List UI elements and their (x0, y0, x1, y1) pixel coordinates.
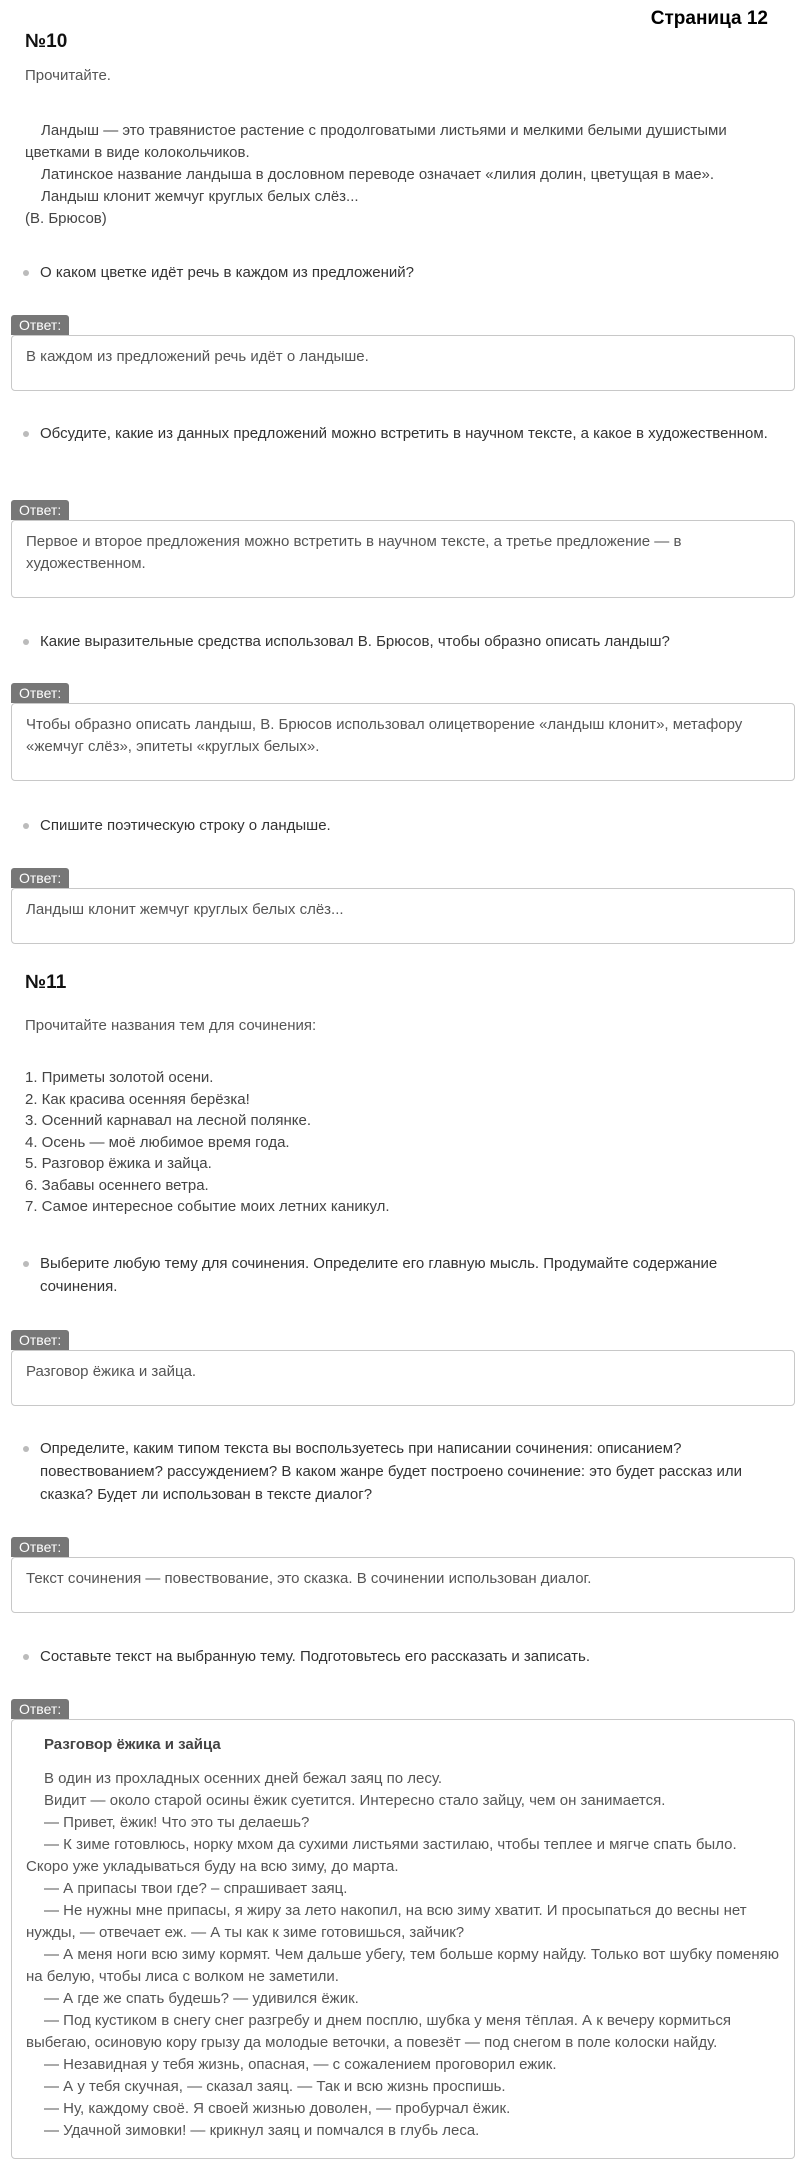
story-paragraph: В один из прохладных осенних дней бежал заяц по лесу. (44, 1770, 443, 1787)
answer-box-2: Первое и второе предложения можно встретить в научном тексте, а третье предложение — в художественном. (11, 520, 795, 598)
topic-item: 4. Осень — моё любимое время года. (25, 1133, 290, 1151)
answer-box-4: Ландыш клонит жемчуг круглых белых слёз... (11, 888, 795, 944)
story-paragraph: — А припасы твои где? – спрашивает заяц. (44, 1880, 348, 1897)
answer-label: Ответ: (11, 315, 69, 335)
story-title: Разговор ёжика и зайца (44, 1736, 221, 1753)
story-paragraph: — Ну, каждому своё. Я своей жизнью доволен, — пробурчал ёжик. (44, 2100, 511, 2117)
story-paragraph: — К зиме готовлюсь, норку мхом да сухими листьями застилаю, чтобы теплее и мягче спать было. Скоро уже укладываться буду на всю зиму, до марта. (26, 1836, 737, 1875)
topic-item: 6. Забавы осеннего ветра. (25, 1176, 209, 1194)
answer-box-3: Чтобы образно описать ландыш, В. Брюсов использовал олицетворение «ландыш клонит», метафору «жемчуг слёз», эпитеты «круглых белых». (11, 703, 795, 781)
page-number: Страница 12 (650, 8, 768, 29)
passage-sentence: Ландыш клонит жемчуг круглых белых слёз... (41, 188, 359, 205)
topic-item: 7. Самое интересное событие моих летних каникул. (25, 1198, 390, 1215)
passage-author: (В. Брюсов) (25, 210, 107, 227)
passage-sentence: Латинское название ландыша в дословном переводе означает «лилия долин, цветущая в мае». (41, 166, 715, 183)
topic-item: 1. Приметы золотой осени. (25, 1069, 214, 1086)
question-1: О каком цветке идёт речь в каждом из предложений? (40, 261, 770, 284)
story-paragraph: — Удачной зимовки! — крикнул заяц и помчался в глубь леса. (44, 2122, 480, 2139)
question-7: Составьте текст на выбранную тему. Подготовьтесь его рассказать и записать. (40, 1645, 770, 1668)
story-paragraph: — Под кустиком в снегу снег разгребу и днем посплю, шубка у меня тёплая. А к вечеру кормиться выбегаю, осиновую кору грызу да молодые веточки, а повезёт — под снегом в поле колоски найду. (26, 2012, 731, 2051)
story-paragraph: — А меня ноги всю зиму кормят. Чем дальше убегу, тем больше корму найду. Только вот шубку поменяю на белую, чтобы лиса с волком не заметили. (26, 1946, 780, 1985)
question-4: Спишите поэтическую строку о ландыше. (40, 814, 770, 837)
answer-box-5: Разговор ёжика и зайца. (11, 1350, 795, 1406)
question-2: Обсудите, какие из данных предложений можно встретить в научном тексте, а какое в художественном. (40, 422, 770, 445)
topic-item: 5. Разговор ёжика и зайца. (25, 1155, 212, 1172)
answer-label: Ответ: (11, 683, 69, 703)
passage (25, 120, 785, 230)
answer-label: Ответ: (11, 1699, 69, 1719)
answer-box-6: Текст сочинения — повествование, это сказка. В сочинении использован диалог. (11, 1557, 795, 1613)
task-11-number: №11 (25, 972, 67, 993)
question-3: Какие выразительные средства использовал В. Брюсов, чтобы образно описать ландыш? (40, 630, 770, 653)
story-paragraph: — А у тебя скучная, — сказал заяц. — Так и всю жизнь проспишь. (44, 2078, 506, 2095)
answer-box-1: В каждом из предложений речь идёт о ландыше. (11, 335, 795, 391)
passage-sentence: Ландыш — это травянистое растение с продолговатыми листьями и мелкими белыми душистыми цветками в виде колокольчиков. (25, 122, 727, 161)
topic-list (25, 1067, 390, 1218)
story-paragraph: — Не нужны мне припасы, я жиру за лето накопил, на всю зиму хватит. И просыпаться до весны нет нужды, — отвечает еж. — А ты как к зиме готовишься, зайчик? (26, 1902, 747, 1941)
question-6: Определите, каким типом текста вы воспользуетесь при написании сочинения: описанием? повествованием? рассуждением? В каком жанре будет построено сочинение: это будет рассказ или сказка? Будет ли использован в тексте диалог? (40, 1437, 770, 1506)
answer-label: Ответ: (11, 500, 69, 520)
answer-label: Ответ: (11, 1537, 69, 1557)
task-10-instruction: Прочитайте. (25, 67, 111, 84)
story-paragraph: — Незавидная у тебя жизнь, опасная, — с сожалением проговорил ежик. (44, 2056, 557, 2073)
story-paragraph: — А где же спать будешь? — удивился ёжик. (44, 1990, 359, 2007)
answer-label: Ответ: (11, 868, 69, 888)
answer-label: Ответ: (11, 1330, 69, 1350)
topic-item: 3. Осенний карнавал на лесной полянке. (25, 1112, 312, 1129)
topic-item: 2. Как красива осенняя берёзка! (25, 1090, 250, 1108)
story-paragraph: — Привет, ёжик! Что это ты делаешь? (44, 1814, 310, 1831)
task-11-instruction: Прочитайте названия тем для сочинения: (25, 1017, 317, 1034)
task-10-number: №10 (25, 31, 68, 52)
question-5: Выберите любую тему для сочинения. Определите его главную мысль. Продумайте содержание сочинения. (40, 1252, 770, 1298)
answer-box-story (11, 1719, 795, 2159)
story-paragraph: Видит — около старой осины ёжик суетится. Интересно стало зайцу, чем он занимается. (44, 1792, 666, 1809)
